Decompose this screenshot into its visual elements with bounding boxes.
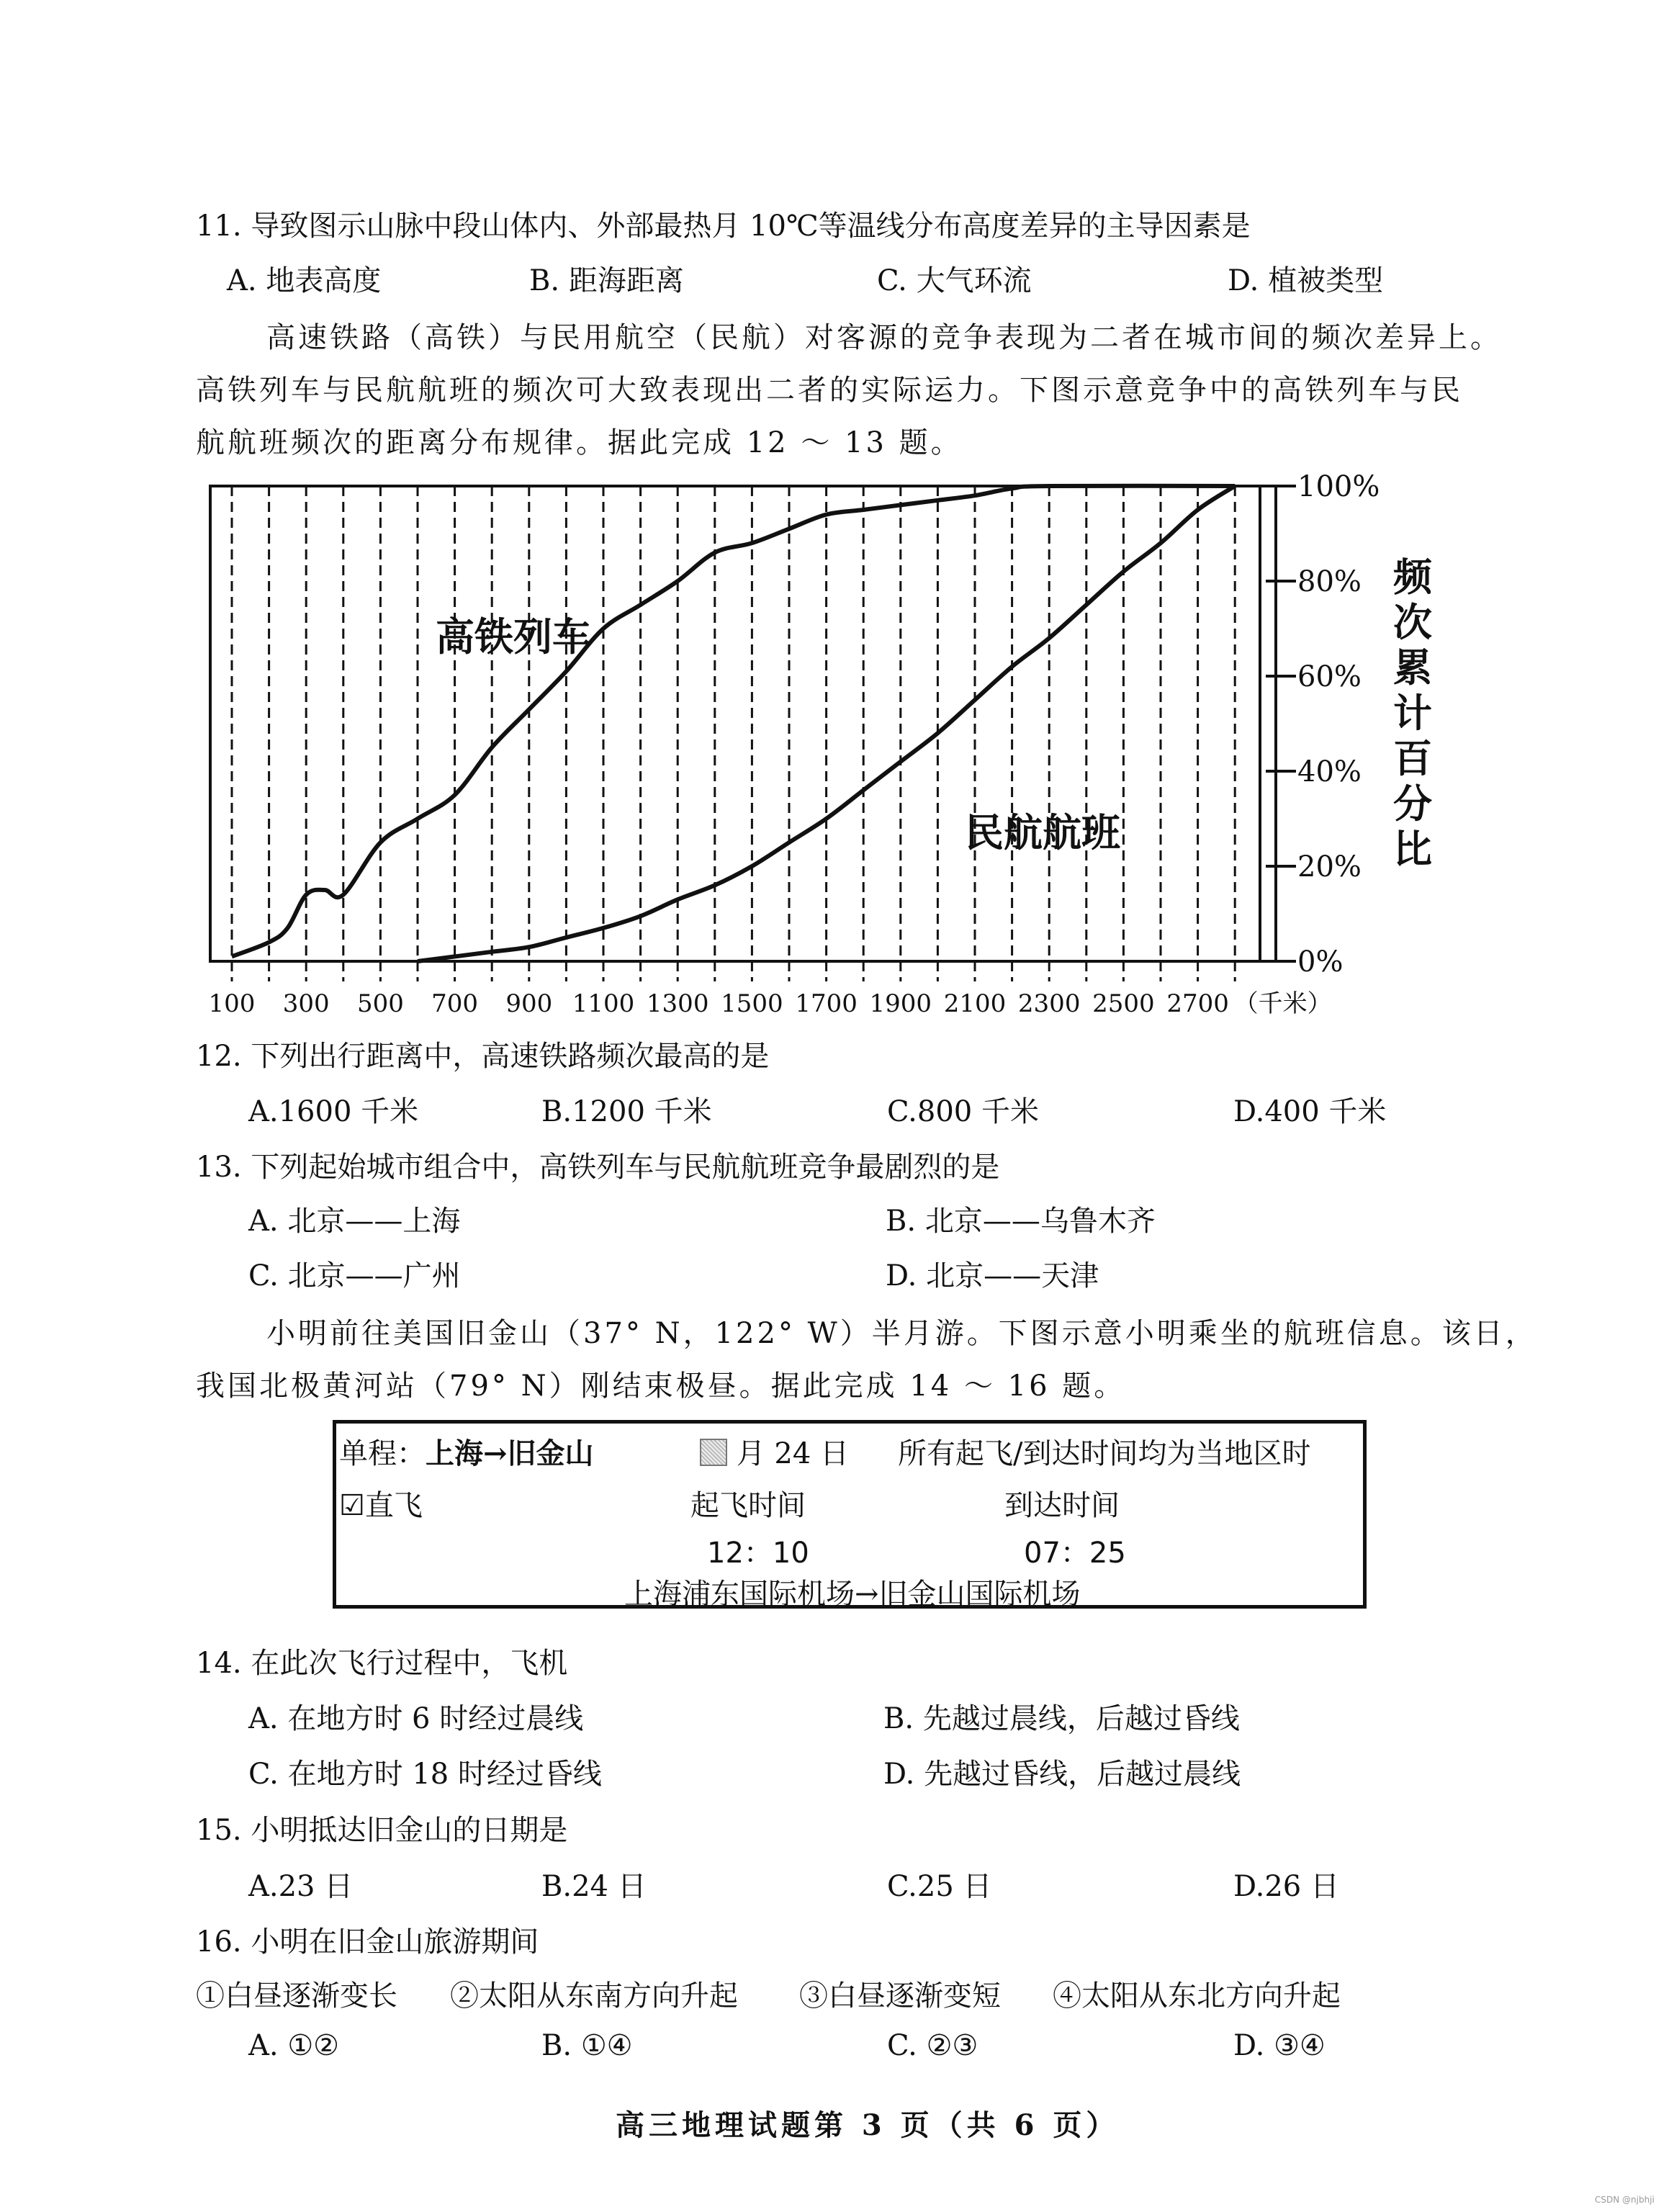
x-tick-label: 900: [505, 989, 553, 1018]
q13-option-a: A. 北京——上海: [248, 1205, 461, 1238]
x-tick-label: 1700: [795, 989, 858, 1018]
y-tick-label: 40%: [1297, 755, 1362, 788]
x-tick-label: 1900: [869, 989, 932, 1018]
x-tick-label: 500: [356, 989, 404, 1018]
x-tick-label: 100: [208, 989, 256, 1018]
q16-statement-2: ②太阳从东南方向升起: [450, 1979, 738, 2013]
direct-flight-checkbox: ☑直飞: [339, 1489, 423, 1522]
q11-option-d: D. 植被类型: [1228, 264, 1384, 297]
q14-option-c: C. 在地方时 18 时经过昏线: [248, 1758, 602, 1791]
arrive-time: 07：25: [1024, 1537, 1126, 1570]
x-tick-label: 2300: [1017, 989, 1081, 1018]
x-tick-label: 1500: [721, 989, 783, 1018]
y-axis-title-char: 分: [1393, 781, 1432, 827]
q16-option-d: D. ③④: [1233, 2029, 1326, 2062]
y-axis-title-char: 计: [1393, 691, 1432, 736]
frequency-chart: [202, 470, 1432, 1018]
q13-stem: 13. 下列起始城市组合中，高铁列车与民航航班竞争最剧烈的是: [196, 1151, 1000, 1184]
q13-option-d: D. 北京——天津: [886, 1259, 1099, 1292]
q12-stem: 12. 下列出行距离中，高速铁路频次最高的是: [196, 1040, 770, 1073]
q16-option-b: B. ①④: [541, 2029, 633, 2062]
x-tick-label: 2700: [1166, 989, 1229, 1018]
y-tick-label: 60%: [1297, 660, 1362, 693]
obscured-month-icon: [700, 1439, 727, 1466]
q14-stem: 14. 在此次飞行过程中，飞机: [196, 1647, 568, 1680]
q15-option-d: D.26 日: [1233, 1870, 1339, 1903]
grid-layer: [232, 486, 1235, 981]
q14-option-b: B. 先越过晨线，后越过昏线: [883, 1702, 1240, 1735]
q16-option-a: A. ①②: [248, 2029, 340, 2062]
x-tick-label: 2100: [943, 989, 1007, 1018]
q11-option-a: A. 地表高度: [227, 264, 382, 297]
q16-statement-3: ③白昼逐渐变短: [799, 1979, 1001, 2013]
intro-12-13-line-3: 航航班频次的距离分布规律。据此完成 12 ～ 13 题。: [196, 426, 963, 459]
flight-route: 上海→旧金山: [426, 1437, 594, 1470]
x-tick-label: 700: [431, 989, 479, 1018]
y-axis-title-char: 频: [1393, 554, 1432, 600]
label-layer: [209, 470, 1433, 1018]
trip-type-label: 单程：: [339, 1437, 426, 1470]
q12-option-d: D.400 千米: [1233, 1095, 1387, 1128]
depart-time-header: 起飞时间: [690, 1489, 806, 1522]
q15-option-a: A.23 日: [248, 1870, 354, 1903]
y-axis-title-char: 比: [1393, 827, 1432, 872]
x-axis-unit: （千米）: [1233, 989, 1332, 1018]
arrive-time-header: 到达时间: [1004, 1489, 1120, 1522]
x-tick-label: 2500: [1092, 989, 1155, 1018]
q11-option-b: B. 距海距离: [529, 264, 684, 297]
q11-option-c: C. 大气环流: [877, 264, 1032, 297]
q14-option-a: A. 在地方时 6 时经过晨线: [248, 1702, 584, 1735]
q15-stem: 15. 小明抵达旧金山的日期是: [196, 1814, 568, 1847]
q16-statement-4: ④太阳从东北方向升起: [1053, 1979, 1341, 2013]
x-tick-label: 300: [282, 989, 330, 1018]
x-tick-label: 1300: [646, 989, 709, 1018]
q15-option-c: C.25 日: [887, 1870, 992, 1903]
watermark: CSDN @njbhji: [1595, 2195, 1655, 2205]
q16-option-c: C. ②③: [887, 2029, 978, 2062]
flight-date-group: [700, 1431, 849, 1472]
page-footer: 高三地理试题第 3 页（共 6 页）: [616, 2108, 1120, 2142]
q15-option-b: B.24 日: [541, 1870, 647, 1903]
series-label-airline: 民航航班: [965, 810, 1120, 855]
y-tick-label: 20%: [1297, 850, 1362, 884]
x-tick-label: 1100: [572, 989, 635, 1018]
flight-header-row: [339, 1431, 594, 1472]
flight-time-note: 所有起飞/到达时间均为当地区时: [898, 1437, 1311, 1470]
series-layer: [232, 486, 1235, 961]
intro-12-13-line-2: 高铁列车与民航航班的频次可大致表现出二者的实际运力。下图示意竞争中的高铁列车与民: [196, 374, 1463, 407]
flight-date: 月 24 日: [736, 1437, 850, 1470]
q12-option-c: C.800 千米: [887, 1095, 1039, 1128]
q16-statement-1: ①白昼逐渐变长: [196, 1979, 397, 2013]
q14-option-d: D. 先越过昏线，后越过晨线: [883, 1758, 1241, 1791]
series-label-hsr: 高铁列车: [436, 614, 591, 660]
y-axis-title-char: 累: [1393, 645, 1432, 691]
intro-14-16-line-1: 小明前往美国旧金山（37° N，122° W）半月游。下图示意小明乘坐的航班信息。该日，: [266, 1317, 1537, 1350]
depart-time: 12：10: [707, 1537, 809, 1570]
axis-layer: [210, 486, 1296, 961]
y-tick-label: 0%: [1297, 945, 1344, 979]
intro-12-13-line-1: 高速铁路（高铁）与民用航空（民航）对客源的竞争表现为二者在城市间的频次差异上。: [266, 321, 1502, 354]
plot-frame: [210, 486, 1260, 961]
y-axis-title-char: 百: [1393, 736, 1432, 781]
q12-option-b: B.1200 千米: [541, 1095, 712, 1128]
q16-stem: 16. 小明在旧金山旅游期间: [196, 1925, 539, 1959]
y-tick-label: 80%: [1297, 565, 1362, 598]
q13-option-b: B. 北京——乌鲁木齐: [886, 1205, 1156, 1238]
intro-14-16-line-2: 我国北极黄河站（79° N）刚结束极昼。据此完成 14 ～ 16 题。: [196, 1370, 1126, 1403]
y-axis-title-char: 次: [1393, 600, 1432, 645]
series-line-hsr: [232, 486, 1235, 957]
y-tick-label: 100%: [1297, 470, 1380, 503]
flight-info-box: [333, 1420, 1367, 1609]
airport-route: 上海浦东国际机场→旧金山国际机场: [624, 1578, 1081, 1611]
q12-option-a: A.1600 千米: [248, 1095, 419, 1128]
q13-option-c: C. 北京——广州: [248, 1259, 461, 1292]
q11-stem: 11. 导致图示山脉中段山体内、外部最热月 10℃等温线分布高度差异的主导因素是: [196, 210, 1251, 243]
